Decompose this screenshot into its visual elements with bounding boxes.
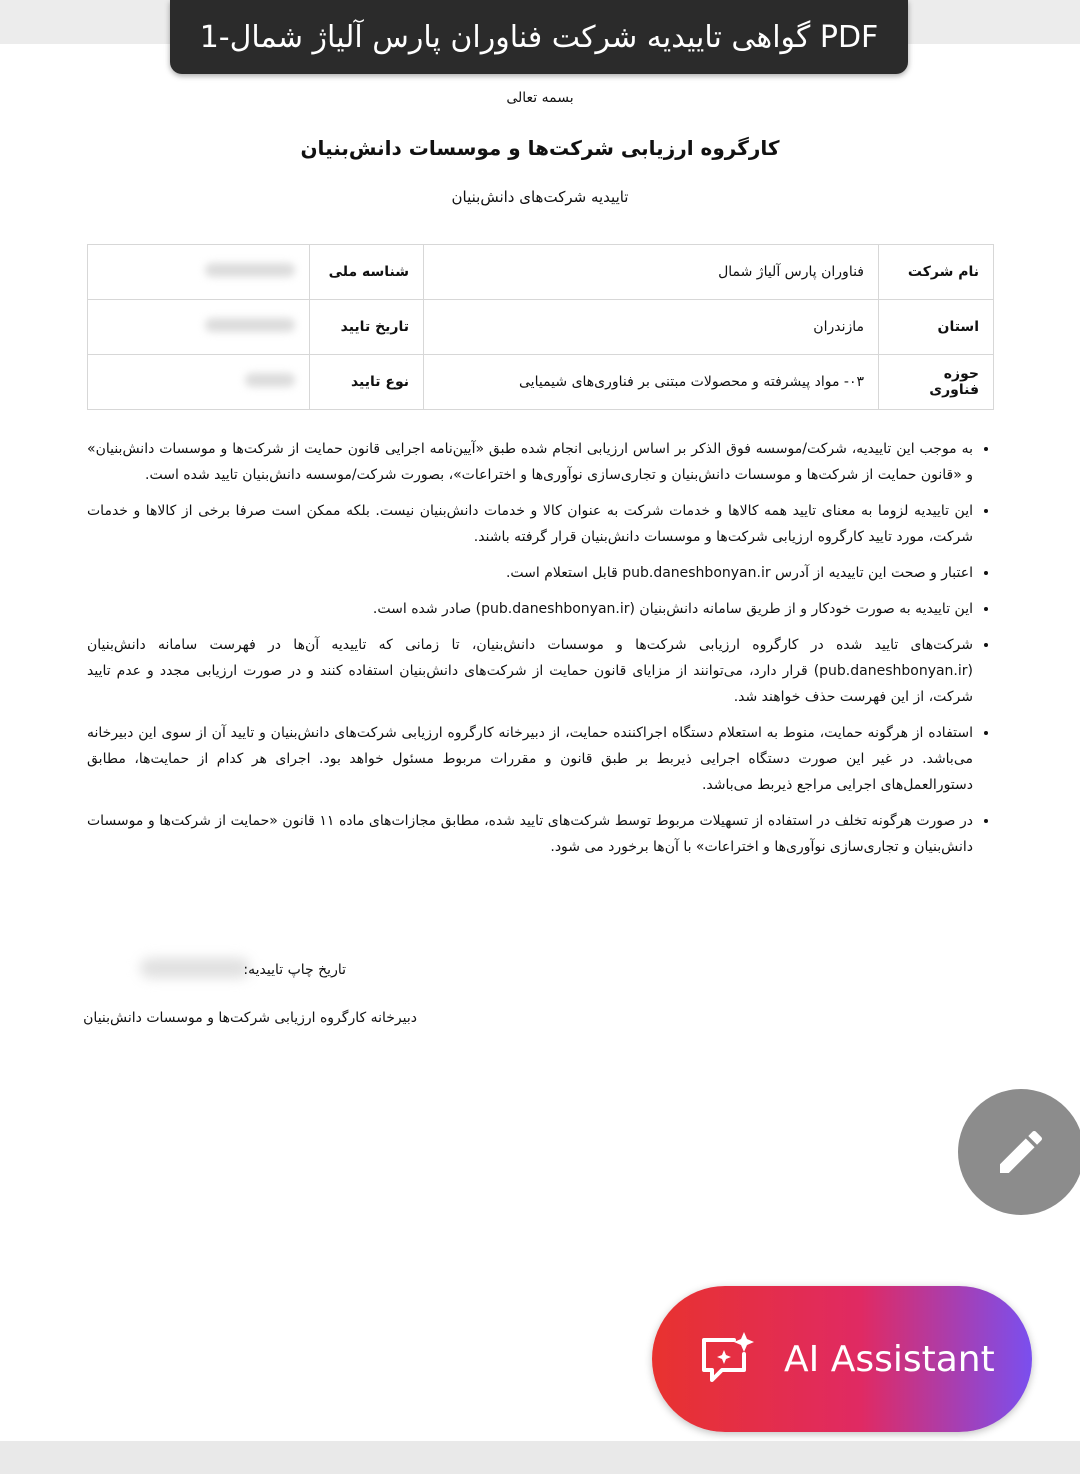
value-province: مازندران bbox=[424, 300, 879, 355]
value-tech-field: ۰۳- مواد پیشرفته و محصولات مبتنی بر فناوری‌های شیمیایی bbox=[424, 355, 879, 410]
bottom-bar bbox=[0, 1441, 1080, 1474]
list-item: • استفاده از هرگونه حمایت، منوط به استعلام دستگاه اجراکننده حمایت، از دبیرخانه کارگروه ارزیابی شرکت‌های دانش‌بنیان و تایید آن از سوی این دبیرخانه می‌باشد. در غیر این صورت دستگاه اجرایی ذیربط بر طبق قانون و مقررات مربوط مسئول خواهد بود. اجرای هر کدام از حمایت‌ها، مطابق دستورالعمل‌های اجرایی مراجع ذیربط می‌باشد. bbox=[87, 720, 973, 798]
value-company-name: فناوران پارس آلیاژ شمال bbox=[424, 245, 879, 300]
redacted-approval-type bbox=[88, 355, 310, 410]
ai-assistant-button[interactable] bbox=[652, 1286, 1032, 1432]
label-approval-date: تاریخ تایید bbox=[310, 300, 424, 355]
table-row bbox=[88, 355, 994, 410]
page-subheading: تاییدیه شرکت‌های دانش‌بنیان bbox=[451, 188, 629, 206]
label-company-name: نام شرکت bbox=[879, 245, 994, 300]
page-heading: کارگروه ارزیابی شرکت‌ها و موسسات دانش‌بنیان bbox=[300, 136, 780, 160]
table-row bbox=[88, 300, 994, 355]
redacted-national-id bbox=[88, 245, 310, 300]
label-national-id: شناسه ملی bbox=[310, 245, 424, 300]
notes-list bbox=[87, 436, 993, 870]
list-item: • این تاییدیه به صورت خودکار و از طریق سامانه دانش‌بنیان (pub.daneshbonyan.ir) صادر شده است. bbox=[87, 596, 973, 622]
label-tech-field: حوزه فناوری bbox=[879, 355, 994, 410]
table-row bbox=[88, 245, 994, 300]
company-info-table bbox=[87, 244, 994, 410]
bismillah: بسمه تعالی bbox=[506, 90, 574, 106]
list-item: • این تاییدیه لزوما به معنای تایید همه کالاها و خدمات شرکت به عنوان کالا و خدمات دانش‌بنیان نیست. بلکه ممکن است صرفا برخی از کالاها و خدمات شرکت، مورد تایید کارگروه ارزیابی شرکت‌ها و موسسات دانش‌بنیان قرار گرفته باشند. bbox=[87, 498, 973, 550]
pencil-icon bbox=[993, 1124, 1049, 1180]
list-item: • شرکت‌های تایید شده در کارگروه ارزیابی شرکت‌ها و موسسات دانش‌بنیان، تا زمانی که تاییدیه آن‌ها در فهرست سامانه دانش‌بنیان (pub.daneshbonyan.ir) قرار دارد، می‌توانند از مزایای قانون حمایت از شرکت‌های دانش‌بنیان استفاده کنند و در صورت ارزیابی مجدد و عدم تایید شرکت، از این فهرست حذف خواهند شد. bbox=[87, 632, 973, 710]
list-item: • اعتبار و صحت این تاییدیه از آدرس pub.daneshbonyan.ir قابل استعلام است. bbox=[87, 560, 973, 586]
list-item: • در صورت هرگونه تخلف در استفاده از تسهیلات مربوط توسط شرکت‌های تایید شده، مطابق مجازات‌های ماده ۱۱ قانون «حمایت از شرکت‌ها و موسسات دانش‌بنیان و تجاری‌سازی نوآوری‌ها و اختراعات» با آن‌ها برخورد می شود. bbox=[87, 808, 973, 860]
secretariat-signature: دبیرخانه کارگروه ارزیابی شرکت‌ها و موسسات دانش‌بنیان bbox=[83, 1010, 417, 1026]
print-date-label: تاریخ چاپ تاییدیه: bbox=[243, 962, 346, 978]
label-province: استان bbox=[879, 300, 994, 355]
list-item: • به موجب این تاییدیه، شرکت/موسسه فوق الذکر بر اساس ارزیابی انجام شده طبق «آیین‌نامه اجرایی قانون حمایت از شرکت‌ها و موسسات دانش‌بنیان» و «قانون حمایت از شرکت‌ها و موسسات دانش‌بنیان و تجاری‌سازی نوآوری‌ها و اختراعات»، بصورت شرکت/موسسه دانش‌بنیان تایید شده است. bbox=[87, 436, 973, 488]
edit-button[interactable] bbox=[958, 1089, 1080, 1215]
redacted-approval-date bbox=[88, 300, 310, 355]
label-approval-type: نوع تایید bbox=[310, 355, 424, 410]
ai-chat-sparkle-icon bbox=[696, 1328, 758, 1390]
document-title: PDF گواهی تاییدیه شرکت فناوران پارس آلیاژ شمال-1 bbox=[170, 0, 908, 74]
ai-assistant-label: AI Assistant bbox=[784, 1338, 995, 1380]
